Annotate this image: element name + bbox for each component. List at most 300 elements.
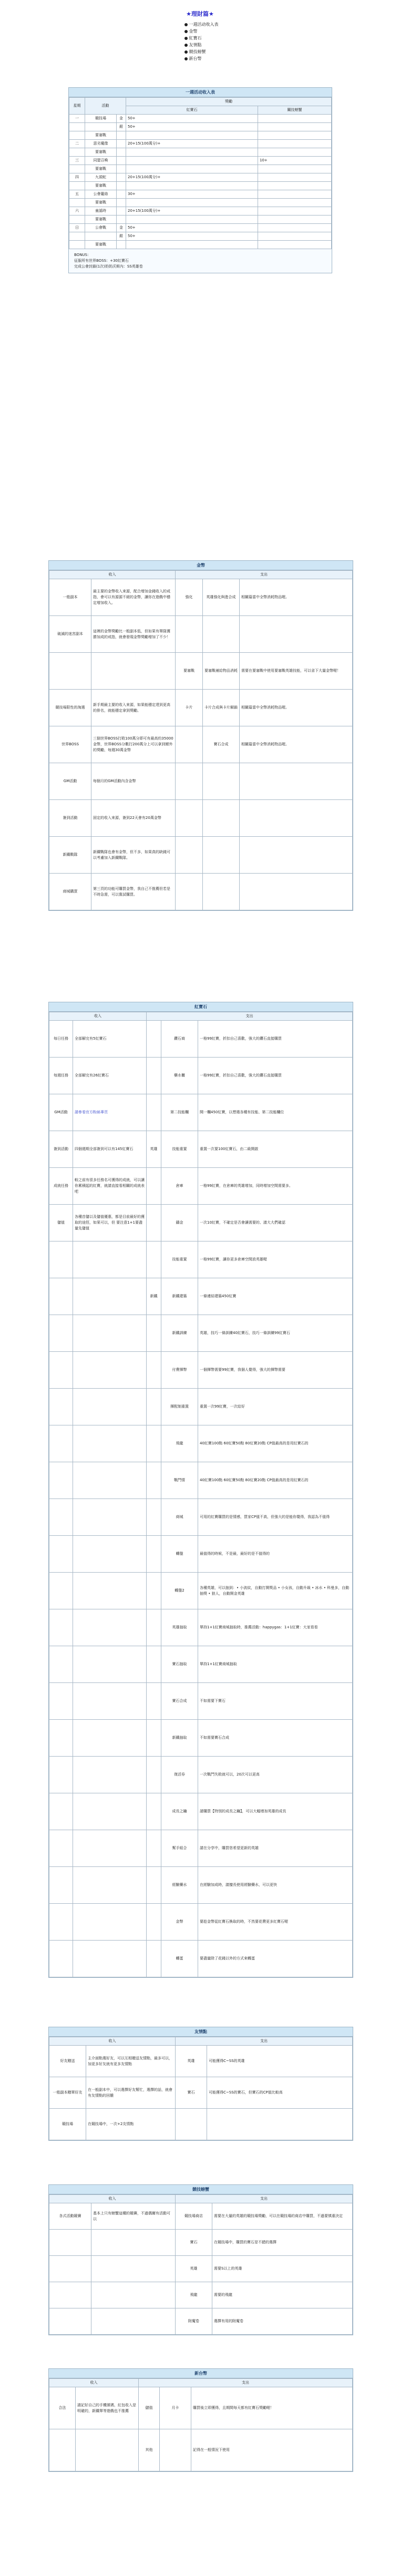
tier-cell: 金 xyxy=(117,224,126,232)
expense-name: 鑽石商 xyxy=(161,1021,198,1058)
income-desc[interactable]: 請參看官方粉絲專頁 xyxy=(73,1094,147,1131)
table-row xyxy=(49,1315,353,1352)
income-desc-empty xyxy=(73,1425,147,1462)
expense-group xyxy=(147,1793,161,1830)
activity-cell: 同盟召喚 xyxy=(85,157,117,165)
activity-cell: 競技場 xyxy=(85,115,117,123)
tier-cell xyxy=(117,140,126,148)
table-row xyxy=(49,1241,353,1278)
income-desc: 三個世界BOSS打敗100萬分即可有最高約35000金幣，世界BOSS分數打200萬分上可以拿到額外的獎勵，每週30萬金幣 xyxy=(91,726,176,763)
ruby-cell xyxy=(126,215,258,224)
table-row xyxy=(69,215,332,224)
expense-desc xyxy=(240,763,353,800)
expense-desc: 需要在要塞戰中使用要塞戰英雄技能，可以省下大量金幣喔！ xyxy=(240,653,353,690)
expense-group: 要塞戰 xyxy=(176,653,203,690)
income-name-empty xyxy=(49,1941,73,1977)
tier-cell xyxy=(117,173,126,182)
friend-cell: 10+ xyxy=(258,157,332,165)
income-name-empty xyxy=(49,1830,73,1867)
day-cell xyxy=(69,215,85,224)
expense-desc: 可能獲得C~SS的英雄 xyxy=(207,2046,353,2077)
expense-group xyxy=(147,1830,161,1867)
income-desc-empty xyxy=(73,1830,147,1867)
activity-cell: 要塞戰 xyxy=(85,199,117,207)
income-name: 每週任務 xyxy=(49,1058,73,1094)
expense-desc: 需要的飛龍 xyxy=(212,2282,353,2308)
day-cell xyxy=(69,232,85,241)
twd-section xyxy=(48,2368,353,2472)
activity-cell: 公會籠絡 xyxy=(85,190,117,199)
expense-desc xyxy=(240,800,353,837)
table-row xyxy=(49,1904,353,1941)
income-name-empty xyxy=(49,1757,73,1793)
income-desc: 基本上只有螃蟹這種的競賽，不過偶爾有活動可以 xyxy=(91,2203,176,2230)
income-name-empty xyxy=(49,1278,73,1315)
income-name-empty xyxy=(49,1646,73,1683)
income-name: 競技場 xyxy=(49,2109,86,2140)
expense-desc: 一格99紅寶，折扣自己喜歡，強大的鑽石直接購買 xyxy=(198,1021,353,1058)
expense-group xyxy=(147,1573,161,1609)
friend-cell xyxy=(258,131,332,140)
day-cell: 五 xyxy=(69,190,85,199)
expense-name: 轉蛋 xyxy=(161,1941,198,1977)
expense-name: 轉盤2 xyxy=(161,1573,198,1609)
table-row xyxy=(69,182,332,190)
table-row xyxy=(49,1830,353,1867)
friend-cell xyxy=(258,165,332,173)
col-income: 收入 xyxy=(49,2195,176,2203)
weekly-section xyxy=(68,87,332,273)
tier-cell xyxy=(117,157,126,165)
tier-cell xyxy=(117,215,126,224)
ruby-section xyxy=(48,1002,353,1978)
expense-desc: 可用的紅寶購買的是情感，買家CP值不高，但強大的是能你覺得，我認為不值得 xyxy=(198,1499,353,1536)
expense-desc: 要盡量除了花錢以外的方式來轉蛋 xyxy=(198,1941,353,1977)
expense-name: 付費揮幣 xyxy=(161,1352,198,1389)
table-row xyxy=(69,173,332,182)
table-row xyxy=(49,1021,353,1058)
expense-group xyxy=(147,1757,161,1793)
income-name: 儲值 xyxy=(49,1205,73,1241)
expense-group: 強化 xyxy=(176,579,203,616)
income-desc-empty xyxy=(73,1867,147,1904)
expense-desc: 相關篇當中全幣消耗物品喔。 xyxy=(240,726,353,763)
table-row xyxy=(49,1278,353,1315)
activity-cell: 要塞戰 xyxy=(85,241,117,249)
ruby-cell: 50+ xyxy=(126,232,258,241)
expense-group xyxy=(147,1205,161,1241)
expense-name: 新鐵訓練 xyxy=(161,1315,198,1352)
income-desc: 第三頁的功能可購買金幣，我自己不推薦但若是不時急需，可以嘗試購買。 xyxy=(91,874,176,910)
expense-name: 寶石 xyxy=(176,2077,207,2109)
income-desc xyxy=(91,2256,176,2282)
income-name-empty xyxy=(49,1425,73,1462)
expense-name xyxy=(160,2429,191,2471)
twd-table xyxy=(49,2378,353,2471)
income-name-empty xyxy=(49,1793,73,1830)
income-desc xyxy=(91,653,176,690)
income-name-empty xyxy=(49,1462,73,1499)
income-name-empty xyxy=(49,1315,73,1352)
day-cell xyxy=(69,148,85,157)
ruby-cell: 20+15(100萬分)+ xyxy=(126,140,258,148)
table-row xyxy=(49,1205,353,1241)
expense-name xyxy=(203,616,240,653)
expense-name: 寶石合成 xyxy=(203,726,240,763)
table-row xyxy=(69,123,332,131)
bullet-icon xyxy=(184,37,188,40)
expense-name xyxy=(203,837,240,874)
income-name-empty xyxy=(49,1241,73,1278)
income-name xyxy=(49,2282,91,2308)
expense-group xyxy=(176,616,203,653)
day-cell xyxy=(69,165,85,173)
expense-group xyxy=(176,800,203,837)
expense-desc: 購買後立即獲得，且期間每天都有紅寶石獎勵喔！ xyxy=(191,2387,353,2429)
income-name-empty xyxy=(49,1389,73,1425)
bullet-icon xyxy=(184,23,188,26)
income-name-empty xyxy=(49,1904,73,1941)
table-row xyxy=(69,207,332,215)
table-row xyxy=(49,2230,353,2256)
expense-group xyxy=(147,1315,161,1352)
col-activity: 活動 xyxy=(85,98,126,115)
day-cell: 四 xyxy=(69,173,85,182)
activity-cell xyxy=(85,123,117,131)
table-row xyxy=(49,1499,353,1536)
expense-desc: 相關篇當中全幣消耗物品喔。 xyxy=(240,690,353,726)
expense-desc: 一格99紅寶，折扣自己喜歡，強大的鑽石直接購買 xyxy=(198,1058,353,1094)
activity-cell: 要塞戰 xyxy=(85,131,117,140)
income-desc: 這裡的金幣獎勵比一般副本低，但如果有單隊獲勝加成的戒指，就會發現金幣獎勵增加了不少！ xyxy=(91,616,176,653)
table-row xyxy=(49,690,353,726)
income-desc-empty xyxy=(73,1609,147,1646)
expense-name: 金幣 xyxy=(161,1904,198,1941)
expense-name: 倉庫 xyxy=(161,1168,198,1205)
col-income: 收入 xyxy=(49,2379,139,2387)
income-name: 合法 xyxy=(49,2387,76,2429)
income-desc: 固定的收入來源，簽到22天會有20萬金幣 xyxy=(91,800,176,837)
toc-item[interactable]: 金幣 xyxy=(148,28,253,35)
income-desc: 主介面點選好友，可以互相贈送友情點，最多可以，加更多好友就有更多友情點 xyxy=(86,2046,176,2077)
expense-desc: 可能獲得C~SS的寶石，但寶石的CP值比較高 xyxy=(207,2077,353,2109)
ruby-cell: 20+15(100萬分)+ xyxy=(126,173,258,182)
income-desc: 全部解完有5紅寶石 xyxy=(73,1021,147,1058)
tier-cell xyxy=(117,148,126,157)
tier-cell: 金 xyxy=(117,115,126,123)
expense-desc: 記得在一般情況下使用 xyxy=(191,2429,353,2471)
income-name-empty xyxy=(49,1720,73,1757)
tier-cell xyxy=(117,182,126,190)
gold-header: 金幣 xyxy=(49,561,353,570)
income-desc-empty xyxy=(73,1499,147,1536)
ruby-cell xyxy=(126,241,258,249)
expense-group xyxy=(147,1499,161,1536)
income-desc: 全部解完有26紅寶石 xyxy=(73,1058,147,1094)
income-name-empty xyxy=(49,1573,73,1609)
table-row xyxy=(69,140,332,148)
expense-name: 英雄 xyxy=(176,2046,207,2077)
friend-header: 友情點 xyxy=(49,2027,353,2037)
ruby-cell: 50+ xyxy=(126,224,258,232)
expense-desc: 在競技場中，購買的寶石是不錯的選擇 xyxy=(212,2230,353,2256)
table-row xyxy=(49,1646,353,1683)
expense-desc: 一次戰鬥失敗就可以，20次可以更高 xyxy=(198,1757,353,1793)
income-desc-empty xyxy=(73,1315,147,1352)
income-desc xyxy=(91,2230,176,2256)
crab-section xyxy=(48,2184,353,2335)
toc-item[interactable]: 友情點 xyxy=(148,42,253,48)
income-desc: 在一般副本中，可以選擇好友幫忙，選擇的話，就會有友情點的回饋 xyxy=(86,2077,176,2109)
expense-group xyxy=(147,1462,161,1499)
income-desc-empty xyxy=(73,1793,147,1830)
expense-desc: 40紅寶100點 60紅寶50點 80紅寶20點 CP值最高的是用紅寶石的 xyxy=(198,1462,353,1499)
expense-desc: 40紅寶100點 60紅寶50點 80紅寶20點 CP值最高的是用紅寶石的 xyxy=(198,1425,353,1462)
expense-name: 卡片合成與卡片解鎖 xyxy=(203,690,240,726)
expense-name: 寶石合成 xyxy=(161,1683,198,1720)
expense-desc: 一格99紅寶，讓你更多倉庫空間放英雄喔 xyxy=(198,1241,353,1278)
income-name: 好友贈送 xyxy=(49,2046,86,2077)
expense-group xyxy=(147,1536,161,1573)
expense-name: 技能重置 xyxy=(161,1131,198,1168)
income-desc: 在競技場中，一次+2友情點 xyxy=(86,2109,176,2140)
activity-cell: 惡劣魔像 xyxy=(85,140,117,148)
expense-group xyxy=(147,1867,161,1904)
ruby-cell: 50+ xyxy=(126,123,258,131)
expense-name: 新鐵建築 xyxy=(161,1278,198,1315)
day-cell xyxy=(69,182,85,190)
activity-cell: 要塞戰 xyxy=(85,148,117,157)
col-income: 收入 xyxy=(49,571,176,579)
day-cell: 一 xyxy=(69,115,85,123)
friend-cell xyxy=(258,115,332,123)
table-row xyxy=(69,115,332,123)
friend-cell xyxy=(258,140,332,148)
expense-name: 鑄金 xyxy=(161,1205,198,1241)
expense-group xyxy=(147,1094,161,1131)
expense-desc: 相關篇當中全幣消耗物品喔。 xyxy=(240,579,353,616)
twd-header: 新台幣 xyxy=(49,2369,353,2378)
col-expense: 支出 xyxy=(176,2195,353,2203)
expense-group xyxy=(147,1352,161,1389)
income-name xyxy=(49,653,91,690)
expense-desc: 重置一次要100紅寶石，由二級開啟 xyxy=(198,1131,353,1168)
day-cell: 六 xyxy=(69,207,85,215)
income-name: GM活動 xyxy=(49,1094,73,1131)
expense-desc: 不如需要下寶石 xyxy=(198,1683,353,1720)
expense-group xyxy=(147,1425,161,1462)
income-name-empty xyxy=(49,1536,73,1573)
friend-cell xyxy=(258,148,332,157)
income-name xyxy=(49,2256,91,2282)
weekly-header: 一週活动收入表 xyxy=(69,88,332,97)
table-row xyxy=(49,2046,353,2077)
col-income: 收入 xyxy=(49,1012,147,1021)
income-name: GM活動 xyxy=(49,763,91,800)
income-name: 破滅的迷宮副本 xyxy=(49,616,91,653)
income-name: 成就任務 xyxy=(49,1168,73,1205)
tier-cell: 銀 xyxy=(117,232,126,241)
income-desc-empty xyxy=(73,1352,147,1389)
expense-name: 經驗藥水 xyxy=(161,1867,198,1904)
expense-desc xyxy=(240,874,353,910)
expense-group xyxy=(176,837,203,874)
expense-name: 技能重置 xyxy=(161,1241,198,1278)
table-row xyxy=(49,2282,353,2308)
weekly-table xyxy=(69,97,332,249)
expense-name: 寶石抽取 xyxy=(161,1646,198,1683)
toc-item[interactable]: 紅寶石 xyxy=(148,35,253,42)
expense-name: 第二技能欄 xyxy=(161,1094,198,1131)
income-desc: 新手期最主要的收入來源，如果能穩定達到更高的排名，就能穩定拿到獎勵。 xyxy=(91,690,176,726)
expense-desc: 不如需要寶石合成 xyxy=(198,1720,353,1757)
income-name: 簽到活動 xyxy=(49,1131,73,1168)
activity-cell: 要塞戰 xyxy=(85,182,117,190)
income-desc-empty xyxy=(73,1241,147,1278)
expense-name xyxy=(203,800,240,837)
expense-desc: 請購買【特別的成長之鑰】，可以大幅增加英雄的成長 xyxy=(198,1793,353,1830)
friend-cell xyxy=(258,215,332,224)
table-row xyxy=(49,1867,353,1904)
expense-desc: 英雄，技巧一條訓練40紅寶石，技巧一條訓練99紅寶石 xyxy=(198,1315,353,1352)
income-name xyxy=(49,2308,91,2335)
expense-group xyxy=(147,1720,161,1757)
friend-cell xyxy=(258,232,332,241)
ruby-cell: 50+ xyxy=(126,115,258,123)
page-title: ★理財篇★ xyxy=(186,11,214,17)
gold-section xyxy=(48,560,353,911)
tier-cell xyxy=(117,207,126,215)
table-row xyxy=(49,1389,353,1425)
income-name-empty xyxy=(49,1499,73,1536)
expense-name xyxy=(203,874,240,910)
expense-group xyxy=(176,763,203,800)
ruby-cell xyxy=(126,182,258,190)
crab-table xyxy=(49,2194,353,2335)
table-row xyxy=(49,1462,353,1499)
expense-name: 飛龍 xyxy=(161,1425,198,1462)
toc-item[interactable]: 一週活动收入表 xyxy=(148,21,253,28)
expense-group: 儲值 xyxy=(139,2387,160,2429)
tier-cell: 銀 xyxy=(117,123,126,131)
income-name-empty xyxy=(49,1609,73,1646)
income-desc-empty xyxy=(73,1941,147,1977)
income-name: 簽到活動 xyxy=(49,800,91,837)
expense-group xyxy=(147,1058,161,1094)
activity-cell xyxy=(85,232,117,241)
friend-section xyxy=(48,2027,353,2141)
friend-cell xyxy=(258,207,332,215)
friend-cell xyxy=(258,173,332,182)
table-row xyxy=(49,1757,353,1793)
table-row xyxy=(49,1941,353,1977)
expense-group xyxy=(147,1168,161,1205)
ruby-cell xyxy=(126,199,258,207)
table-row xyxy=(69,131,332,140)
income-desc: 四個週期全部簽到可以有145紅寶石 xyxy=(73,1131,147,1168)
table-row xyxy=(49,2256,353,2282)
expense-name xyxy=(176,2109,207,2140)
expense-group: 新鐵 xyxy=(147,1278,161,1315)
income-desc-empty xyxy=(73,1646,147,1683)
table-row xyxy=(49,837,353,874)
expense-desc: 單持1+1紅寶商城抽取時，推薦活動：happygas：1+1紅寶：大家看看 xyxy=(198,1609,353,1646)
income-name xyxy=(49,2230,91,2256)
table-row xyxy=(69,148,332,157)
expense-name: 揮配制重置 xyxy=(161,1389,198,1425)
friend-cell xyxy=(258,241,332,249)
activity-cell: 要塞戰 xyxy=(85,165,117,173)
expense-name: 競技場商店 xyxy=(176,2203,212,2230)
expense-name: 要塞戰補給物品消耗 xyxy=(203,653,240,690)
expense-group: 其他 xyxy=(139,2429,160,2471)
table-row xyxy=(69,157,332,165)
day-cell xyxy=(69,241,85,249)
income-name: 每日任務 xyxy=(49,1021,73,1058)
ruby-header: 紅寶石 xyxy=(49,1002,353,1012)
expense-desc: 開一欄450紅寶，以想選各種有技能、第二技能欄位 xyxy=(198,1094,353,1131)
expense-name: 商城 xyxy=(161,1499,198,1536)
friend-cell xyxy=(258,199,332,207)
income-desc-empty xyxy=(73,1757,147,1793)
expense-name: 英雄抽取 xyxy=(161,1609,198,1646)
income-desc-empty xyxy=(73,1462,147,1499)
friend-cell xyxy=(258,190,332,199)
income-desc: 新鐵戰隊也會有金幣，但不多，如果真的缺錢可以考慮加入新鐵戰隊。 xyxy=(91,837,176,874)
income-desc: 最主要的金幣收入來源，配合增加金錢收入的戒指，會可以有源源不絕的金幣，讓你在遊戲中穩定增加收入。 xyxy=(91,579,176,616)
income-name: 新鐵戰隊 xyxy=(49,837,91,874)
table-of-contents xyxy=(148,21,253,62)
expense-desc xyxy=(240,837,353,874)
expense-name: 英雄強化與進合成 xyxy=(203,579,240,616)
toc-item[interactable]: 競技螃蟹 xyxy=(148,48,253,55)
expense-desc: 選擇有用的附魔卷 xyxy=(212,2308,353,2335)
expense-desc xyxy=(240,616,353,653)
expense-name: 英雄 xyxy=(176,2256,212,2282)
expense-name: 寶石 xyxy=(176,2230,212,2256)
friend-cell xyxy=(258,224,332,232)
income-name-empty xyxy=(49,1683,73,1720)
table-row xyxy=(49,1793,353,1830)
expense-name: 藥水櫃 xyxy=(161,1058,198,1094)
col-expense: 支出 xyxy=(147,1012,353,1021)
income-desc-empty xyxy=(73,1720,147,1757)
toc-item[interactable]: 新台幣 xyxy=(148,55,253,62)
ruby-cell xyxy=(126,148,258,157)
day-cell: 三 xyxy=(69,157,85,165)
table-row xyxy=(49,726,353,763)
income-name: 一般副本贈單好友 xyxy=(49,2077,86,2109)
expense-group xyxy=(147,1609,161,1646)
col-expense: 支出 xyxy=(176,571,353,579)
expense-desc: 在經驗加成時，請擅長使用經驗藥水，可以更快 xyxy=(198,1867,353,1904)
expense-group: 卡片 xyxy=(176,690,203,726)
expense-desc: 一個揮幣需要99紅寶，我個人覺得，強大的揮幣需要 xyxy=(198,1352,353,1389)
expense-name: 轉盤 xyxy=(161,1536,198,1573)
friend-cell xyxy=(258,182,332,190)
expense-group xyxy=(147,1941,161,1977)
table-row xyxy=(49,1573,353,1609)
bonus-note: BONUS： 征服所有世界BOSS：+30紅寶石 完成公會封鎖(1次)奶奶沃斯內：SS英雄卷 xyxy=(74,253,143,269)
income-name-empty xyxy=(49,1867,73,1904)
income-name: 各式活動競賽 xyxy=(49,2203,91,2230)
income-name xyxy=(49,2429,76,2471)
tier-cell xyxy=(117,241,126,249)
expense-desc: 要趁金幣從紅寶石換取的時，不然要花費更多紅寶石喔 xyxy=(198,1904,353,1941)
table-row xyxy=(49,1609,353,1646)
income-desc xyxy=(91,2308,176,2335)
income-name: 一般副本 xyxy=(49,579,91,616)
